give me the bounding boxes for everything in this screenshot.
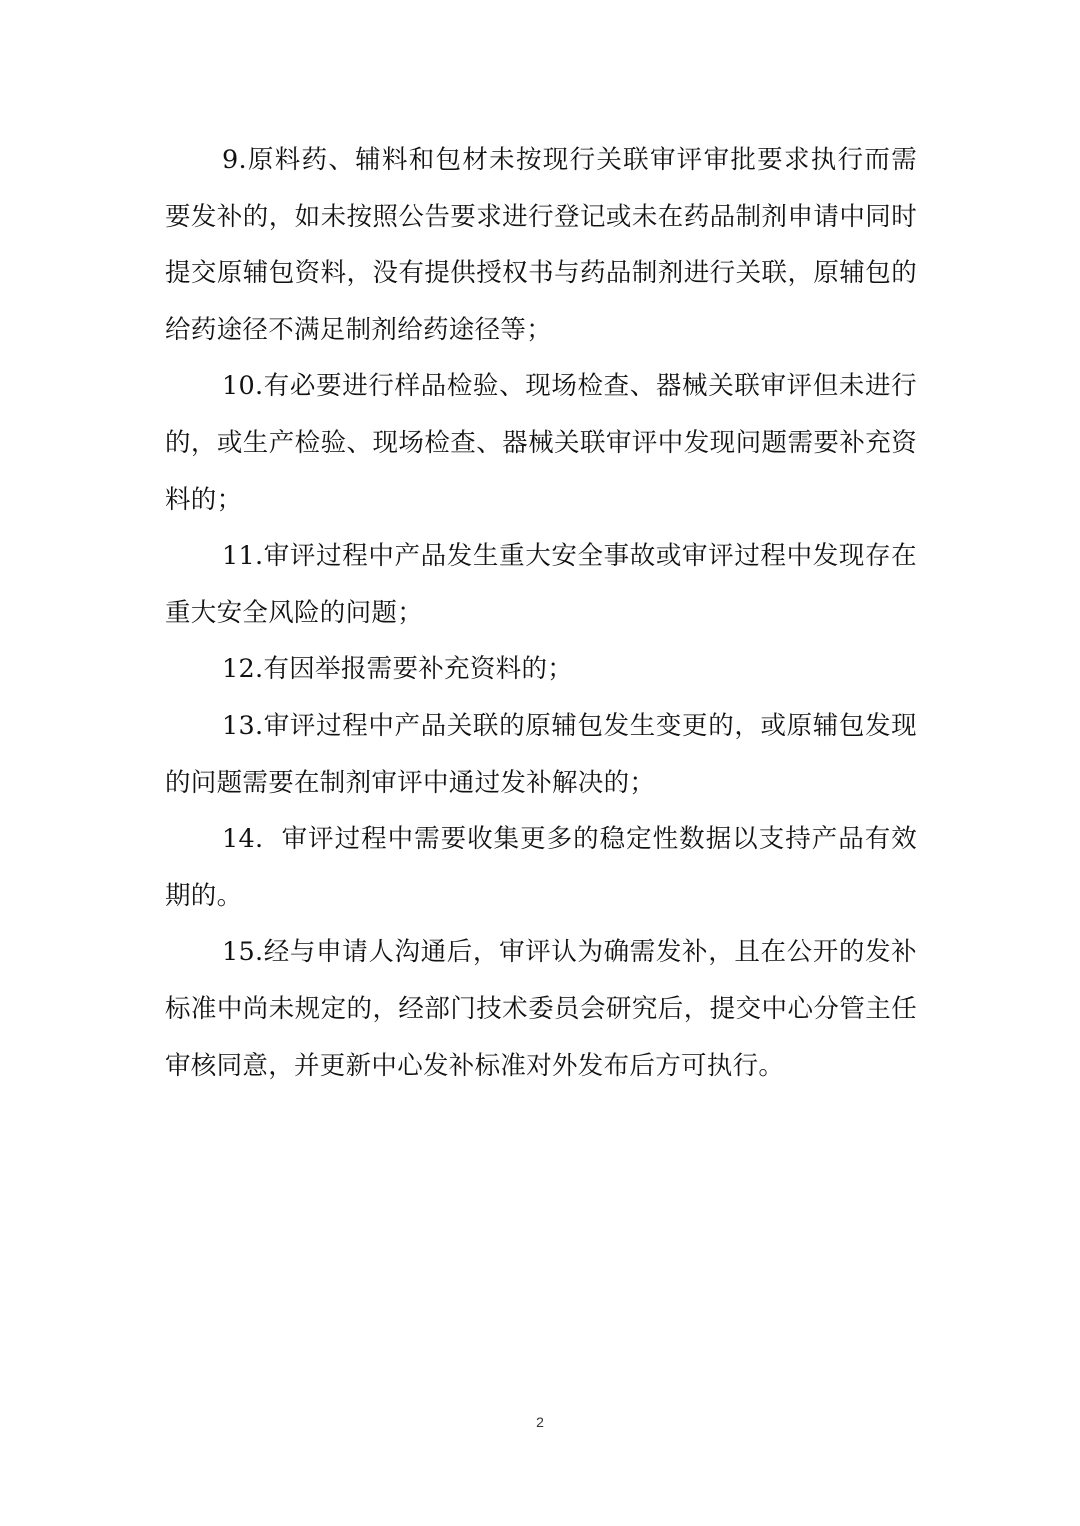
page-number: 2 (536, 1414, 544, 1430)
paragraph-item-12: 12.有因举报需要补充资料的； (222, 654, 574, 685)
document-body (165, 132, 917, 1094)
paragraph-item-13: 13.审评过程中产品关联的原辅包发生变更的，或原辅包发现的问题需要在制剂审评中通过发补解决的； (165, 710, 917, 798)
paragraph-item-11: 11.审评过程中产品发生重大安全事故或审评过程中发现存在重大安全风险的问题； (165, 541, 917, 628)
paragraph-item-14: 14. 审评过程中需要收集更多的稳定性数据以支持产品有效期的。 (165, 824, 917, 911)
paragraph-item-15: 15.经与申请人沟通后，审评认为确需发补，且在公开的发补标准中尚未规定的，经部门技术委员会研究后，提交中心分管主任审核同意，并更新中心发补标准对外发布后方可执行。 (165, 937, 917, 1081)
paragraph-item-9: 9.原料药、辅料和包材未按现行关联审评审批要求执行而需要发补的，如未按照公告要求进行登记或未在药品制剂申请中同时提交原辅包资料，没有提供授权书与药品制剂进行关联，原辅包的给药途径不满足制剂给药途径等； (165, 145, 917, 345)
paragraph-item-10: 10.有必要进行样品检验、现场检查、器械关联审评但未进行的，或生产检验、现场检查、器械关联审评中发现问题需要补充资料的； (165, 371, 917, 515)
